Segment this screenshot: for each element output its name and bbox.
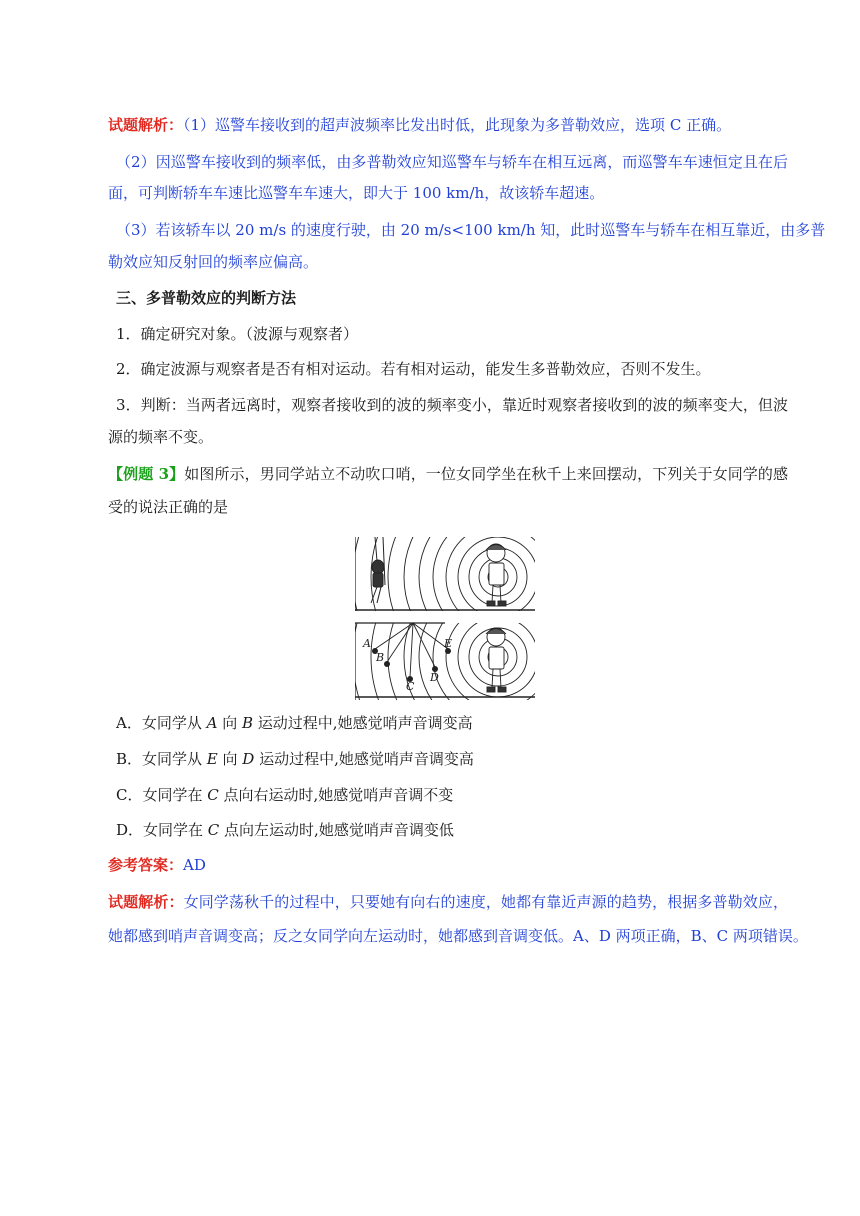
method-item-1: 1．确定研究对象。（波源与观察者） — [116, 325, 359, 343]
option-b: B．女同学从 E 向 D 运动过程中,她感觉哨声音调变高 — [116, 750, 474, 768]
example-analysis-label: 试题解析： — [108, 893, 184, 911]
answer-label: 参考答案： — [108, 856, 184, 874]
analysis-paragraph-3-line-2: 勒效应知反射回的频率应偏高。 — [108, 253, 319, 271]
method-item-3-line-1: 3．判断：当两者远离时，观察者接收到的波的频率变小，靠近时观察者接收到的波的频率变大，但波 — [116, 396, 788, 414]
example-question-line-1 — [108, 464, 788, 484]
method-item-2: 2．确定波源与观察者是否有相对运动。若有相对运动，能发生多普勒效应，否则不发生。 — [116, 360, 711, 378]
label-a: A — [363, 637, 371, 650]
label-c: C — [406, 680, 415, 693]
analysis-paragraph-3-line-1: （3）若该轿车以 20 m/s 的速度行驶，由 20 m/s<100 km/h 知，此时巡警车与轿车在相互靠近，由多普 — [116, 221, 826, 239]
boy-figure-bottom — [486, 628, 506, 692]
example-question-line-2: 受的说法正确的是 — [108, 498, 229, 516]
example-analysis-text-1: 女同学荡秋千的过程中，只要她有向右的速度，她都有靠近声源的趋势，根据多普勒效应， — [183, 893, 788, 911]
label-d: D — [430, 671, 439, 684]
reference-answer — [108, 855, 788, 875]
analysis-paragraph-2-line-2: 面，可判断轿车车速比巡警车车速大，即大于 100 km/h，故该轿车超速。 — [108, 184, 605, 202]
answer-value: AD — [183, 856, 206, 874]
option-a: A．女同学从 A 向 B 运动过程中,她感觉哨声音调变高 — [116, 714, 473, 732]
section-heading: 三、多普勒效应的判断方法 — [116, 289, 297, 307]
boy-figure-top — [486, 544, 506, 606]
example-analysis-line-2: 她都感到哨声音调变高；反之女同学向左运动时，她都感到音调变低。A、D 两项正确，B、C 两项错误。 — [108, 927, 808, 945]
analysis-label: 试题解析： — [108, 116, 184, 134]
example-question-text-1: 如图所示，男同学站立不动吹口哨，一位女同学坐在秋千上来回摆动，下列关于女同学的感 — [184, 465, 788, 483]
example-analysis-line-1 — [108, 892, 788, 912]
doppler-swing-figure — [355, 537, 535, 700]
analysis-paragraph-2-line-1: （2）因巡警车接收到的频率低，由多普勒效应知巡警车与轿车在相互远离，而巡警车车速恒定且在后 — [116, 153, 788, 171]
method-item-3-line-2: 源的频率不变。 — [108, 428, 214, 446]
option-c: C．女同学在 C 点向右运动时,她感觉哨声音调不变 — [116, 786, 454, 804]
label-e: E — [444, 637, 453, 650]
option-d: D．女同学在 C 点向左运动时,她感觉哨声音调变低 — [116, 821, 454, 839]
example-label: 【例题 3】 — [108, 465, 185, 483]
analysis-text-1: （1）巡警车接收到的超声波频率比发出时低，此现象为多普勒效应，选项 C 正确。 — [183, 116, 732, 134]
analysis-paragraph-1 — [108, 115, 788, 135]
label-b: B — [376, 651, 385, 664]
girl-on-swing-top — [371, 537, 385, 603]
